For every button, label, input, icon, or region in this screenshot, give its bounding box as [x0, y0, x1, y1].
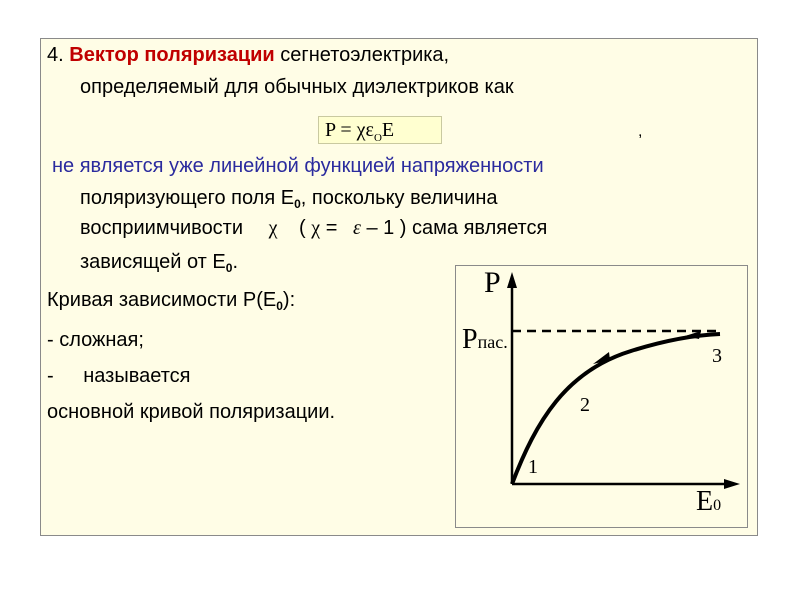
chi-symbol: χ	[268, 217, 278, 239]
equals-sign: =	[325, 217, 338, 239]
item-4-heading	[47, 43, 449, 67]
list-item-main-curve: основной кривой поляризации.	[47, 401, 336, 423]
para-line-4-end: .	[232, 251, 238, 273]
formula-right: E	[381, 119, 395, 141]
x-axis-label	[696, 488, 721, 516]
para-line-4-text: зависящей от E	[80, 251, 226, 273]
curve-dependency-label	[47, 288, 295, 312]
para-line-2-text: поляризующего поля E	[80, 187, 295, 209]
polarization-graph	[455, 265, 748, 528]
curve-label-sub: 0	[276, 299, 283, 313]
polarization-curve	[512, 334, 720, 484]
epsilon-symbol: ε	[352, 217, 361, 239]
point-2-label: 2	[580, 394, 590, 416]
point-1-label: 1	[528, 456, 538, 478]
chi-symbol-2: χ	[311, 217, 321, 239]
para-line-1: не является уже линейной функцией напряженности	[52, 155, 544, 177]
formula-left: P = χε	[325, 119, 374, 141]
x-axis-sub: 0	[713, 497, 722, 514]
saturation-label	[462, 326, 508, 354]
formula-comma: ,	[638, 123, 643, 140]
saturation-sub: пас.	[477, 332, 508, 352]
saturation-p: P	[462, 324, 478, 355]
para-line-4	[80, 250, 238, 274]
e0-subscript-2: 0	[225, 261, 233, 275]
y-axis-arrow-icon	[507, 272, 517, 288]
item-number: 4.	[47, 44, 64, 66]
heading-line-2: определяемый для обычных диэлектриков как	[80, 76, 514, 98]
formula-box	[318, 116, 442, 144]
formula-sub: O	[373, 132, 382, 144]
curve-label-text: Кривая зависимости P(E	[47, 289, 277, 311]
susceptibility-word: восприимчивости	[80, 217, 244, 239]
minus-one-text: – 1 ) сама является	[366, 217, 548, 239]
para-line-2-rest: , поскольку величина	[300, 187, 498, 209]
para-line-2	[80, 186, 498, 210]
para-line-3	[80, 216, 547, 240]
e0-subscript: 0	[294, 197, 301, 211]
open-paren: (	[299, 217, 306, 239]
point-3-label: 3	[712, 345, 722, 367]
x-axis-e: E	[696, 486, 714, 517]
vector-polarization-term: Вектор поляризации	[69, 44, 275, 66]
x-axis-arrow-icon	[724, 479, 740, 489]
list-called-text: называется	[83, 365, 191, 387]
list-dash: -	[47, 365, 54, 387]
curve-label-end: ):	[282, 289, 296, 311]
y-axis-label: P	[484, 266, 501, 299]
list-item-complex: - сложная;	[47, 329, 144, 351]
heading-rest: сегнетоэлектрика,	[274, 44, 450, 66]
list-item-called	[47, 364, 190, 388]
